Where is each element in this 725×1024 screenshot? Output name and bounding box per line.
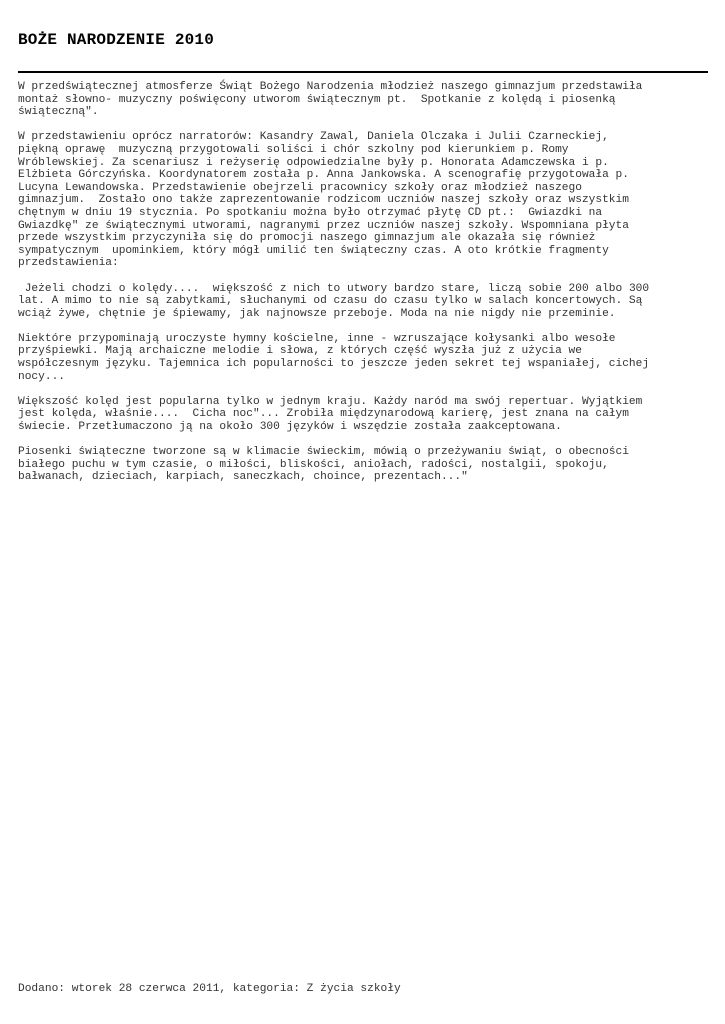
paragraph-hymny: Niektóre przypominają uroczyste hymny kościelne, inne - wzruszające kołysanki albo wesołe przyśpiewki. Mają archaiczne melodie i słowa, z których część wyszła już z użycia we współczesnym języku. Tajemnica ich popularności to jeszcze jeden sekret tej wspaniałej, cichej nocy... [18,332,650,383]
paragraph-credits: W przedstawieniu oprócz narratorów: Kasandry Zawal, Daniela Olczaka i Julii Czarneckiej, piękną oprawę muzyczną przygotowali soliści i chór szkolny pod kierunkiem p. Romy Wróblewskiej. Za scenariusz i reżyserię odpowiedzialne były p. Honorata Adamczewska i p. Elżbieta Górczyńska. Koordynatorem została p. Anna Jankowska. A scenografię przygotowała p. Lucyna Lewandowska. Przedstawienie obejrzeli pracownicy szkoły oraz młodzież naszego gimnazjum. Zostało ono także zaprezentowanie rodzicom uczniów naszej szkoły oraz wszystkim chętnym w dniu 19 stycznia. Po spotkaniu można było otrzymać płytę CD pt.: Gwiazdki na Gwiazdkę" ze świątecznymi utworami, nagranymi przez uczniów naszej szkoły. Wspomniana płyta przede wszystkim przyczyniła się do promocji naszego gimnazjum ale okazała się również sympatycznym upominkiem, który mógł umilić ten świąteczny czas. A oto krótkie fragmenty przedstawienia: [18,131,629,270]
paragraph-koledy: Jeżeli chodzi o kolędy.... większość z nich to utwory bardzo stare, liczą sobie 200 albo 300 lat. A mimo to nie są zabytkami, słuchanymi od czasu do czasu tylko w salach koncertowych. Są wciąż żywe, chętnie je śpiewamy, jak najnowsze przeboje. Moda na nie nigdy nie przeminie. [18,282,650,320]
page-title: BOŻE NARODZENIE 2010 [18,31,215,49]
paragraph-intro: W przedświątecznej atmosferze Świąt Bożego Narodzenia młodzież naszego gimnazjum przedstawiła montaż słowno- muzyczny poświęcony utworom świątecznym pt. Spotkanie z kolędą i piosenką świąteczną". [18,81,643,119]
footer-meta: Dodano: wtorek 28 czerwca 2011, kategoria: Z życia szkoły [18,983,401,995]
paragraph-cicha-noc: Większość kolęd jest popularna tylko w jednym kraju. Każdy naród ma swój repertuar. Wyjątkiem jest kolęda, właśnie.... Cicha noc"... Zrobiła międzynarodową karierę, jest znana na całym świecie. Przetłumaczono ją na około 300 języków i wszędzie została zaakceptowana. [18,395,643,434]
article-body [18,81,710,497]
paragraph-piosenki: Piosenki świąteczne tworzone są w klimacie świeckim, mówią o przeżywaniu świąt, o obecności białego puchu w tym czasie, o miłości, bliskości, aniołach, radości, nostalgii, spokoju, bałwanach, dzieciach, karpiach, saneczkach, choince, prezentach..." [18,446,629,484]
title-divider [18,71,708,73]
